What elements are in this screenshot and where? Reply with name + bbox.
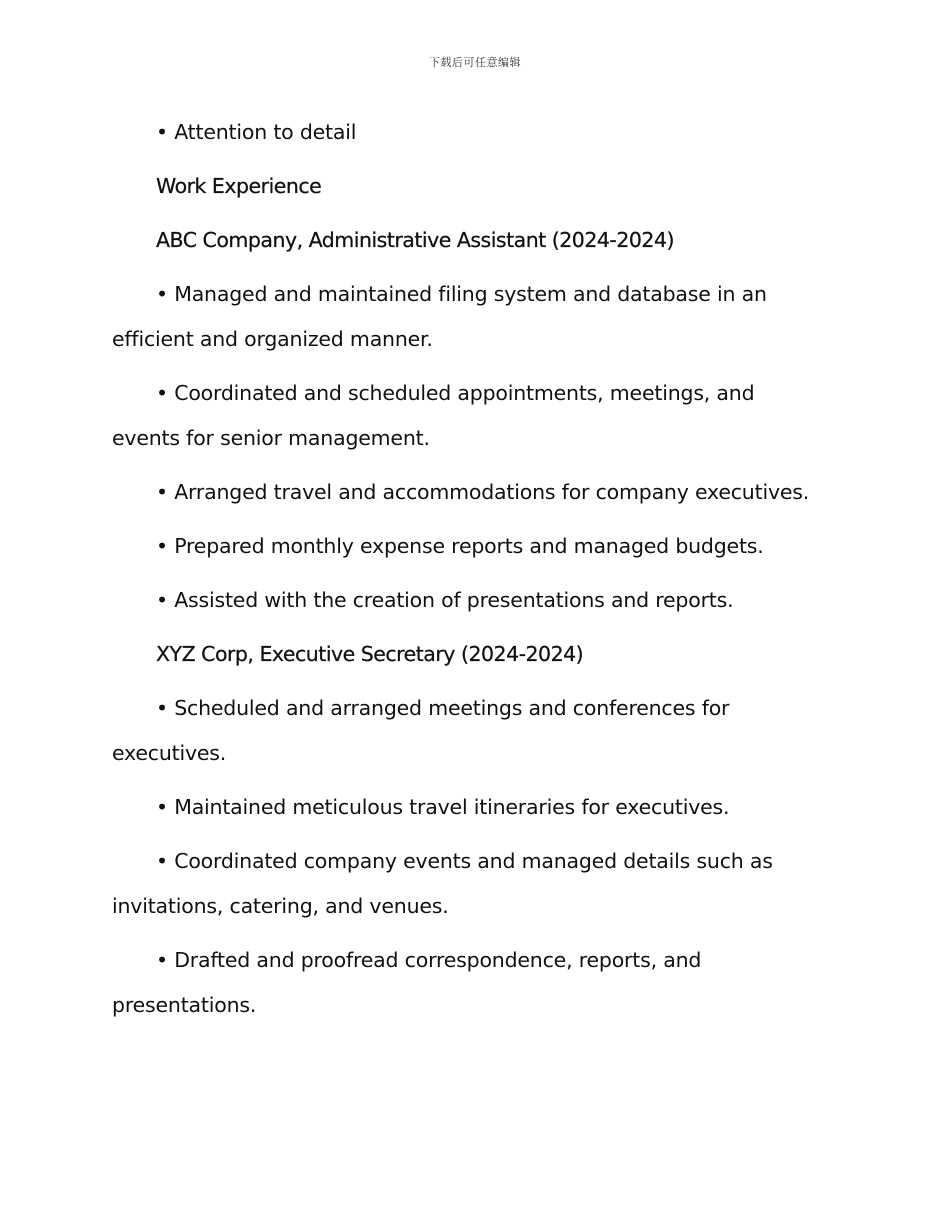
- job-bullet: • Coordinated company events and managed details such as invitations, catering, and venues.: [112, 849, 773, 918]
- job-bullet: • Maintained meticulous travel itineraries for executives.: [156, 795, 730, 819]
- job-bullet: • Arranged travel and accommodations for company executives.: [156, 480, 810, 504]
- skill-item: • Attention to detail: [156, 120, 357, 144]
- job-bullet: • Scheduled and arranged meetings and conferences for executives.: [112, 696, 730, 765]
- document-body: [112, 110, 822, 1037]
- job-bullet: • Prepared monthly expense reports and managed budgets.: [156, 534, 764, 558]
- job-bullet: • Coordinated and scheduled appointments, meetings, and events for senior management.: [112, 381, 755, 450]
- job-title: ABC Company, Administrative Assistant (2024-2024): [156, 228, 674, 252]
- page-header-note: 下载后可任意编辑: [429, 56, 521, 69]
- job-bullet: • Drafted and proofread correspondence, reports, and presentations.: [112, 948, 702, 1017]
- section-title: Work Experience: [156, 174, 322, 198]
- job-bullet: • Managed and maintained filing system and database in an efficient and organized manner.: [112, 282, 767, 351]
- job-title: XYZ Corp, Executive Secretary (2024-2024): [156, 642, 584, 666]
- job-bullet: • Assisted with the creation of presentations and reports.: [156, 588, 734, 612]
